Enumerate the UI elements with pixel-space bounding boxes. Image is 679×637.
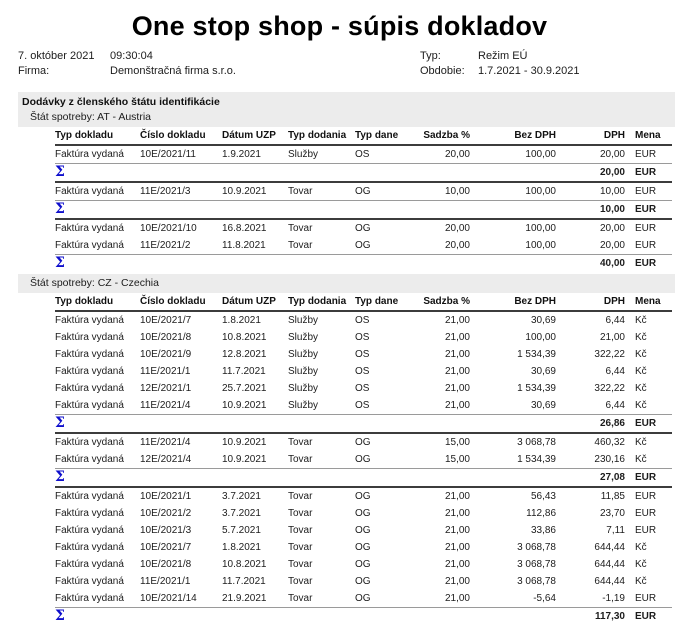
cell-typ-dane: OG xyxy=(355,576,371,587)
cell-typ-dokladu: Faktúra vydaná xyxy=(55,559,124,570)
cell-datum-uzp: 10.8.2021 xyxy=(222,332,267,343)
cell-typ-dodania: Tovar xyxy=(288,576,313,587)
column-header-typ-dodania: Typ dodania xyxy=(288,127,355,145)
cell-mena: Kč xyxy=(635,437,647,448)
column-header-mena: Mena xyxy=(625,127,672,145)
cell-typ-dane: OS xyxy=(355,400,370,411)
cell-bez-dph: 100,00 xyxy=(525,186,556,197)
cell-mena: EUR xyxy=(635,491,657,502)
document-row xyxy=(55,505,672,522)
cell-datum-uzp: 10.9.2021 xyxy=(222,186,267,197)
cell-typ-dokladu: Faktúra vydaná xyxy=(55,400,124,411)
cell-sadzba: 21,00 xyxy=(444,542,470,553)
column-header-cislo-dokladu: Číslo dokladu xyxy=(140,127,222,145)
cell-typ-dane: OS xyxy=(355,315,370,326)
documents-table xyxy=(55,127,672,272)
cell-sadzba: 21,00 xyxy=(444,400,470,411)
sum-sigma-icon: Σ xyxy=(55,255,556,273)
cell-typ-dodania: Služby xyxy=(288,315,319,326)
cell-typ-dane: OG xyxy=(355,508,371,519)
document-row xyxy=(55,397,672,415)
cell-typ-dokladu: Faktúra vydaná xyxy=(55,491,124,502)
cell-cislo-dokladu: 10E/2021/11 xyxy=(140,149,196,160)
cell-datum-uzp: 11.8.2021 xyxy=(222,240,266,251)
cell-bez-dph: 30,69 xyxy=(530,366,556,377)
cell-mena: Kč xyxy=(635,315,647,326)
cell-typ-dodania: Služby xyxy=(288,149,319,160)
group-sum-value: 26,86 xyxy=(556,415,625,434)
cell-bez-dph: 33,86 xyxy=(530,525,556,536)
cell-dph: -1,19 xyxy=(602,593,625,604)
cell-typ-dodania: Tovar xyxy=(288,437,313,448)
document-row xyxy=(55,346,672,363)
cell-typ-dane: OG xyxy=(355,454,371,465)
cell-datum-uzp: 11.7.2021 xyxy=(222,366,266,377)
section-band xyxy=(18,92,675,127)
cell-cislo-dokladu: 12E/2021/1 xyxy=(140,383,192,394)
group-sum-value: 20,00 xyxy=(556,164,625,183)
cell-dph: 20,00 xyxy=(599,223,625,234)
cell-dph: 21,00 xyxy=(599,332,625,343)
report-time: 09:30:04 xyxy=(110,50,153,62)
cell-dph: 6,44 xyxy=(605,400,625,411)
document-row xyxy=(55,487,672,505)
cell-sadzba: 21,00 xyxy=(444,366,470,377)
report-title: One stop shop - súpis dokladov xyxy=(131,11,548,41)
cell-sadzba: 20,00 xyxy=(444,240,470,251)
cell-typ-dokladu: Faktúra vydaná xyxy=(55,366,124,377)
cell-cislo-dokladu: 10E/2021/1 xyxy=(140,491,192,502)
cell-typ-dodania: Služby xyxy=(288,400,319,411)
cell-cislo-dokladu: 11E/2021/4 xyxy=(140,437,191,448)
cell-typ-dane: OS xyxy=(355,149,370,160)
cell-datum-uzp: 3.7.2021 xyxy=(222,491,261,502)
cell-bez-dph: 3 068,78 xyxy=(517,437,556,448)
obdobie-label: Obdobie: xyxy=(420,65,465,77)
cell-typ-dane: OG xyxy=(355,559,371,570)
cell-typ-dane: OS xyxy=(355,366,370,377)
cell-cislo-dokladu: 10E/2021/8 xyxy=(140,559,192,570)
group-sum-value: 27,08 xyxy=(556,469,625,488)
sum-sigma-icon: Σ xyxy=(55,608,556,626)
cell-dph: 23,70 xyxy=(599,508,625,519)
cell-typ-dane: OG xyxy=(355,186,371,197)
cell-cislo-dokladu: 12E/2021/4 xyxy=(140,454,192,465)
cell-bez-dph: 3 068,78 xyxy=(517,542,556,553)
cell-sadzba: 15,00 xyxy=(444,454,470,465)
cell-cislo-dokladu: 10E/2021/2 xyxy=(140,508,192,519)
cell-dph: 644,44 xyxy=(594,576,625,587)
cell-typ-dodania: Tovar xyxy=(288,559,313,570)
cell-cislo-dokladu: 11E/2021/2 xyxy=(140,240,191,251)
cell-typ-dodania: Tovar xyxy=(288,593,313,604)
cell-mena: EUR xyxy=(635,223,657,234)
group-sum-currency: EUR xyxy=(625,164,672,183)
cell-bez-dph: 30,69 xyxy=(530,315,556,326)
cell-typ-dodania: Tovar xyxy=(288,454,313,465)
cell-typ-dokladu: Faktúra vydaná xyxy=(55,349,124,360)
cell-mena: Kč xyxy=(635,542,647,553)
column-header-datum-uzp: Dátum UZP xyxy=(222,293,288,311)
document-row xyxy=(55,522,672,539)
group-sum-row xyxy=(55,469,672,488)
group-sum-row xyxy=(55,201,672,220)
obdobie-value: 1.7.2021 - 30.9.2021 xyxy=(478,65,580,77)
document-row xyxy=(55,556,672,573)
cell-sadzba: 21,00 xyxy=(444,349,470,360)
cell-mena: EUR xyxy=(635,186,657,197)
cell-cislo-dokladu: 10E/2021/7 xyxy=(140,542,192,553)
group-sum-row xyxy=(55,255,672,273)
cell-sadzba: 21,00 xyxy=(444,576,470,587)
documents-table xyxy=(55,293,672,625)
cell-typ-dokladu: Faktúra vydaná xyxy=(55,576,124,587)
cell-datum-uzp: 10.9.2021 xyxy=(222,400,267,411)
group-sum-value: 10,00 xyxy=(556,201,625,220)
cell-cislo-dokladu: 10E/2021/10 xyxy=(140,223,197,234)
cell-bez-dph: 3 068,78 xyxy=(517,559,556,570)
state-of-consumption-label: Štát spotreby: CZ - Czechia xyxy=(30,277,159,289)
document-row xyxy=(55,329,672,346)
firma-value: Demonštračná firma s.r.o. xyxy=(110,65,236,77)
firma-label: Firma: xyxy=(18,65,50,77)
cell-typ-dokladu: Faktúra vydaná xyxy=(55,223,124,234)
cell-typ-dodania: Tovar xyxy=(288,491,313,502)
cell-typ-dokladu: Faktúra vydaná xyxy=(55,508,124,519)
cell-sadzba: 21,00 xyxy=(444,315,470,326)
cell-typ-dane: OS xyxy=(355,383,370,394)
cell-bez-dph: -5,64 xyxy=(533,593,556,604)
report-meta xyxy=(0,50,679,80)
cell-dph: 20,00 xyxy=(599,149,625,160)
cell-mena: Kč xyxy=(635,576,647,587)
cell-datum-uzp: 10.8.2021 xyxy=(222,559,267,570)
cell-sadzba: 21,00 xyxy=(444,525,470,536)
cell-bez-dph: 100,00 xyxy=(525,149,556,160)
cell-typ-dane: OS xyxy=(355,332,370,343)
cell-typ-dokladu: Faktúra vydaná xyxy=(55,240,124,251)
cell-typ-dane: OG xyxy=(355,240,371,251)
report-date: 7. október 2021 xyxy=(18,50,95,62)
cell-datum-uzp: 1.9.2021 xyxy=(222,149,261,160)
cell-mena: Kč xyxy=(635,332,647,343)
group-sum-row xyxy=(55,608,672,626)
cell-dph: 322,22 xyxy=(594,349,625,360)
cell-datum-uzp: 21.9.2021 xyxy=(222,593,267,604)
column-header-dph: DPH xyxy=(556,293,625,311)
table-header-row xyxy=(55,127,672,145)
cell-cislo-dokladu: 10E/2021/7 xyxy=(140,315,192,326)
cell-typ-dane: OG xyxy=(355,593,371,604)
cell-dph: 322,22 xyxy=(594,383,625,394)
cell-typ-dodania: Tovar xyxy=(288,240,313,251)
sum-sigma-icon: Σ xyxy=(55,201,556,220)
document-row xyxy=(55,219,672,237)
cell-dph: 6,44 xyxy=(605,366,625,377)
cell-mena: Kč xyxy=(635,559,647,570)
cell-typ-dodania: Služby xyxy=(288,349,319,360)
column-header-typ-dodania: Typ dodania xyxy=(288,293,355,311)
cell-sadzba: 21,00 xyxy=(444,559,470,570)
cell-sadzba: 20,00 xyxy=(444,223,470,234)
cell-mena: Kč xyxy=(635,454,647,465)
cell-datum-uzp: 16.8.2021 xyxy=(222,223,267,234)
cell-bez-dph: 1 534,39 xyxy=(517,454,556,465)
cell-sadzba: 21,00 xyxy=(444,383,470,394)
cell-typ-dokladu: Faktúra vydaná xyxy=(55,525,124,536)
cell-typ-dokladu: Faktúra vydaná xyxy=(55,383,124,394)
cell-dph: 460,32 xyxy=(594,437,625,448)
sum-sigma-icon: Σ xyxy=(55,164,556,183)
cell-cislo-dokladu: 10E/2021/8 xyxy=(140,332,192,343)
cell-bez-dph: 3 068,78 xyxy=(517,576,556,587)
column-header-sadzba: Sadzba % xyxy=(410,127,470,145)
cell-dph: 644,44 xyxy=(594,542,625,553)
report-body xyxy=(0,92,679,625)
cell-datum-uzp: 1.8.2021 xyxy=(222,542,261,553)
cell-datum-uzp: 25.7.2021 xyxy=(222,383,267,394)
cell-datum-uzp: 10.9.2021 xyxy=(222,437,267,448)
column-header-mena: Mena xyxy=(625,293,672,311)
cell-mena: Kč xyxy=(635,366,647,377)
document-row xyxy=(55,590,672,608)
group-sum-row xyxy=(55,164,672,183)
cell-bez-dph: 100,00 xyxy=(525,332,556,343)
section-title: Dodávky z členského štátu identifikácie xyxy=(22,96,220,108)
cell-mena: Kč xyxy=(635,400,647,411)
cell-typ-dodania: Tovar xyxy=(288,223,313,234)
cell-sadzba: 20,00 xyxy=(444,149,470,160)
document-row xyxy=(55,433,672,451)
cell-typ-dokladu: Faktúra vydaná xyxy=(55,332,124,343)
cell-dph: 230,16 xyxy=(594,454,625,465)
cell-cislo-dokladu: 11E/2021/1 xyxy=(140,576,191,587)
cell-bez-dph: 56,43 xyxy=(530,491,556,502)
cell-sadzba: 21,00 xyxy=(444,332,470,343)
cell-typ-dane: OG xyxy=(355,491,371,502)
meta-row-2 xyxy=(0,65,679,80)
column-header-dph: DPH xyxy=(556,127,625,145)
cell-datum-uzp: 3.7.2021 xyxy=(222,508,261,519)
cell-typ-dane: OG xyxy=(355,223,371,234)
column-header-typ-dane: Typ dane xyxy=(355,127,410,145)
cell-typ-dodania: Tovar xyxy=(288,542,313,553)
cell-typ-dokladu: Faktúra vydaná xyxy=(55,593,124,604)
document-row xyxy=(55,363,672,380)
cell-sadzba: 10,00 xyxy=(444,186,470,197)
cell-sadzba: 21,00 xyxy=(444,508,470,519)
cell-typ-dokladu: Faktúra vydaná xyxy=(55,454,124,465)
cell-typ-dokladu: Faktúra vydaná xyxy=(55,542,124,553)
document-row xyxy=(55,145,672,164)
cell-typ-dane: OS xyxy=(355,349,370,360)
cell-dph: 11,85 xyxy=(600,491,625,502)
group-sum-value: 117,30 xyxy=(556,608,625,626)
cell-typ-dokladu: Faktúra vydaná xyxy=(55,186,124,197)
column-header-bez-dph: Bez DPH xyxy=(470,293,556,311)
typ-value: Režim EÚ xyxy=(478,50,528,62)
cell-typ-dodania: Tovar xyxy=(288,508,313,519)
cell-cislo-dokladu: 11E/2021/1 xyxy=(140,366,191,377)
column-header-typ-dokladu: Typ dokladu xyxy=(55,293,140,311)
cell-typ-dodania: Tovar xyxy=(288,186,313,197)
column-header-typ-dokladu: Typ dokladu xyxy=(55,127,140,145)
cell-bez-dph: 112,86 xyxy=(526,508,556,519)
cell-mena: EUR xyxy=(635,149,657,160)
sum-sigma-icon: Σ xyxy=(55,415,556,434)
cell-datum-uzp: 1.8.2021 xyxy=(222,315,261,326)
section-band xyxy=(18,274,675,293)
cell-sadzba: 15,00 xyxy=(444,437,470,448)
group-sum-currency: EUR xyxy=(625,415,672,434)
document-row xyxy=(55,182,672,201)
group-sum-currency: EUR xyxy=(625,469,672,488)
column-header-bez-dph: Bez DPH xyxy=(470,127,556,145)
cell-cislo-dokladu: 10E/2021/14 xyxy=(140,593,197,604)
cell-bez-dph: 30,69 xyxy=(530,400,556,411)
column-header-sadzba: Sadzba % xyxy=(410,293,470,311)
table-header-row xyxy=(55,293,672,311)
cell-datum-uzp: 12.8.2021 xyxy=(222,349,267,360)
meta-row-1 xyxy=(0,50,679,65)
cell-cislo-dokladu: 11E/2021/4 xyxy=(140,400,191,411)
cell-sadzba: 21,00 xyxy=(444,491,470,502)
cell-mena: EUR xyxy=(635,593,657,604)
cell-typ-dodania: Služby xyxy=(288,332,319,343)
cell-datum-uzp: 10.9.2021 xyxy=(222,454,267,465)
cell-typ-dane: OG xyxy=(355,542,371,553)
cell-mena: EUR xyxy=(635,240,657,251)
cell-bez-dph: 1 534,39 xyxy=(517,349,556,360)
cell-typ-dokladu: Faktúra vydaná xyxy=(55,149,124,160)
group-sum-row xyxy=(55,415,672,434)
cell-bez-dph: 100,00 xyxy=(525,223,556,234)
group-sum-currency: EUR xyxy=(625,608,672,626)
cell-typ-dodania: Služby xyxy=(288,383,319,394)
cell-typ-dokladu: Faktúra vydaná xyxy=(55,315,124,326)
typ-label: Typ: xyxy=(420,50,441,62)
cell-bez-dph: 100,00 xyxy=(525,240,556,251)
document-row xyxy=(55,311,672,329)
column-header-cislo-dokladu: Číslo dokladu xyxy=(140,293,222,311)
cell-typ-dokladu: Faktúra vydaná xyxy=(55,437,124,448)
cell-datum-uzp: 5.7.2021 xyxy=(222,525,261,536)
state-of-consumption-label: Štát spotreby: AT - Austria xyxy=(30,111,152,123)
column-header-typ-dane: Typ dane xyxy=(355,293,410,311)
document-row xyxy=(55,573,672,590)
cell-typ-dane: OG xyxy=(355,525,371,536)
cell-dph: 20,00 xyxy=(599,240,625,251)
sum-sigma-icon: Σ xyxy=(55,469,556,488)
group-sum-value: 40,00 xyxy=(556,255,625,273)
document-row xyxy=(55,451,672,469)
cell-mena: Kč xyxy=(635,349,647,360)
column-header-datum-uzp: Dátum UZP xyxy=(222,127,288,145)
cell-bez-dph: 1 534,39 xyxy=(517,383,556,394)
cell-typ-dodania: Tovar xyxy=(288,525,313,536)
group-sum-currency: EUR xyxy=(625,255,672,273)
cell-dph: 10,00 xyxy=(599,186,625,197)
cell-mena: Kč xyxy=(635,383,647,394)
cell-dph: 644,44 xyxy=(594,559,625,570)
cell-dph: 6,44 xyxy=(605,315,625,326)
cell-mena: EUR xyxy=(635,508,657,519)
cell-cislo-dokladu: 10E/2021/3 xyxy=(140,525,192,536)
cell-sadzba: 21,00 xyxy=(444,593,470,604)
cell-dph: 7,11 xyxy=(606,525,625,536)
document-row xyxy=(55,539,672,556)
cell-mena: EUR xyxy=(635,525,657,536)
cell-datum-uzp: 11.7.2021 xyxy=(222,576,266,587)
document-row xyxy=(55,380,672,397)
cell-cislo-dokladu: 10E/2021/9 xyxy=(140,349,192,360)
cell-typ-dane: OG xyxy=(355,437,371,448)
cell-typ-dodania: Služby xyxy=(288,366,319,377)
document-row xyxy=(55,237,672,255)
cell-cislo-dokladu: 11E/2021/3 xyxy=(140,186,191,197)
group-sum-currency: EUR xyxy=(625,201,672,220)
